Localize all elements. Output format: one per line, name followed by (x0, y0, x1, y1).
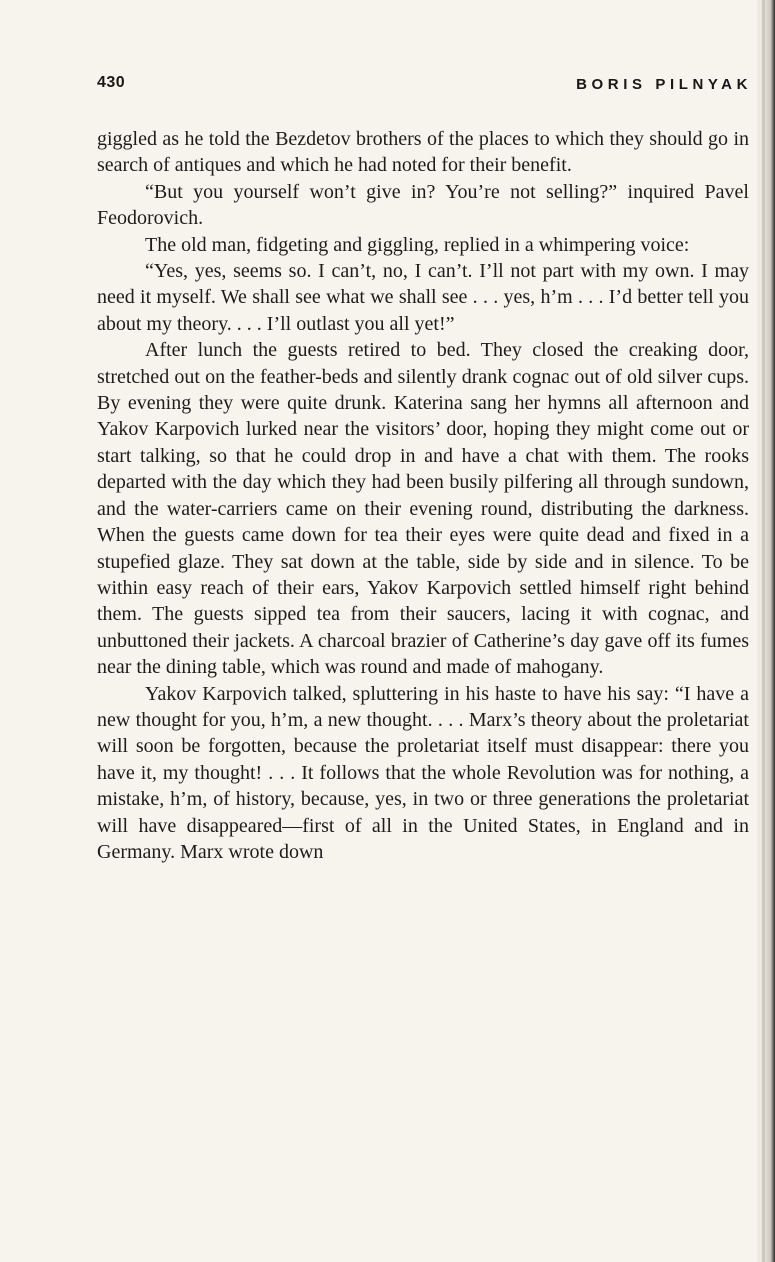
page-edge (757, 0, 775, 1262)
paragraph: The old man, fidgeting and giggling, replied in a whimpering voice: (145, 233, 690, 256)
paragraph: After lunch the guests retired to bed. They closed the creaking door, stretched out on the feather-beds and silently drank cognac out of old silver cups. By evening they were quite drunk. Katerina sang her hymns all afternoon and Yakov Karpovich lurked near the visitors’ door, hoping they might come out or start talking, so that he could drop in and have a chat with them. The rooks departed with the day which they had been busily pilfering all through sundown, and the water-carriers came on their evening round, distributing the darkness. When the guests came down for tea their eyes were quite dead and fixed in a stupefied glaze. They sat down at the table, side by side and in silence. To be within easy reach of their ears, Yakov Karpovich settled himself right behind them. The guests sipped tea from their saucers, lacing it with cognac, and unbuttoned their jackets. A charcoal brazier of Catherine’s day gave off its fumes near the dining table, which was round and made of mahogany. (97, 339, 749, 679)
paragraph: “But you yourself won’t give in? You’re not selling?” inquired Pavel Feodorovich. (97, 180, 749, 230)
body-text (97, 126, 749, 865)
paragraph: “Yes, yes, seems so. I can’t, no, I can’t. I’ll not part with my own. I may need it myself. We shall see what we shall see . . . yes, h’m . . . I’d better tell you about my theory. . . . I’ll outlast you all yet!” (97, 260, 749, 335)
paragraph: giggled as he told the Bezdetov brothers of the places to which they should go in search of antiques and which he had noted for their benefit. (97, 128, 749, 177)
page-edge-shadow (762, 0, 765, 1262)
running-head (97, 74, 752, 98)
paragraph: Yakov Karpovich talked, spluttering in his haste to have his say: “I have a new thought for you, h’m, a new thought. . . . Marx’s theory about the proletariat will soon be forgotten, because the proletariat itself must disappear: there you have it, my thought! . . . It follows that the whole Revolution was for nothing, a mistake, h’m, of history, because, yes, in two or three generations the proletariat will have disappeared—first of all in the United States, in England and in Germany. Marx wrote down (97, 682, 749, 863)
running-head-author: BORIS PILNYAK (576, 76, 752, 93)
page-number: 430 (97, 74, 126, 91)
